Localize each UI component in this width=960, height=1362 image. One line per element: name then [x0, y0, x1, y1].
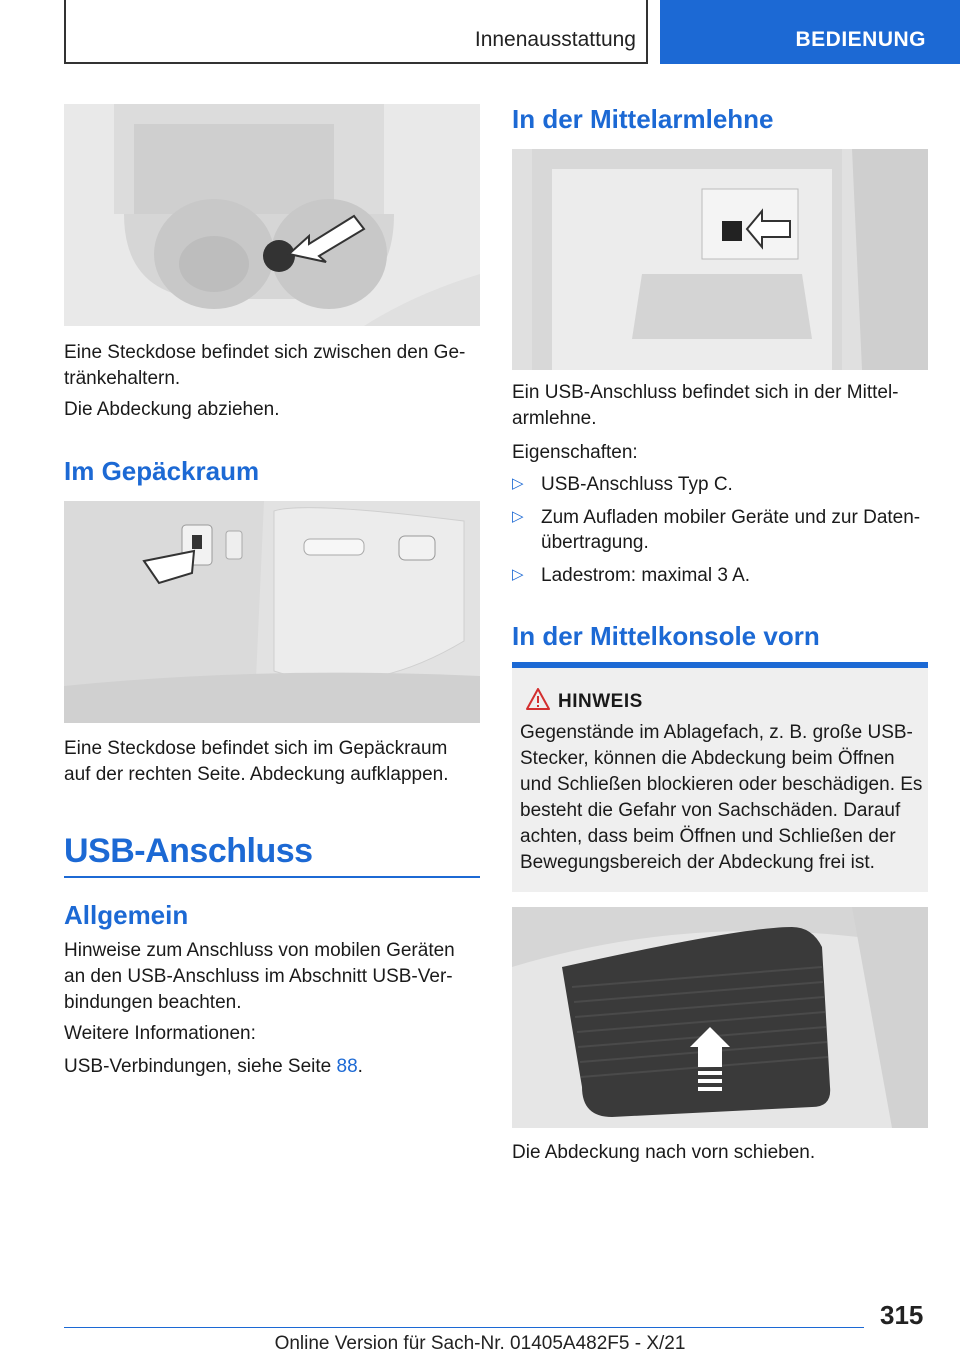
general-line2: an den USB-Anschluss im Abschnitt USB-Ver‐ [64, 966, 453, 987]
notice-title: HINWEIS [558, 691, 643, 712]
header-chapter-label: BEDIENUNG [795, 28, 926, 51]
property-item: USB-Anschluss Typ C. [541, 474, 733, 495]
notice-line: und Schließen blockieren oder beschädigen. Es [520, 774, 923, 795]
triangle-right-icon: ▷ [512, 508, 524, 525]
heading-general: Allgemein [64, 900, 189, 930]
property-item-cont: übertragung. [541, 532, 649, 553]
usb-heading-rule [64, 876, 480, 878]
armrest-caption-line1: Ein USB-Anschluss befindet sich in der Mittel‐ [512, 382, 899, 403]
cupholder-instruction: Die Abdeckung abziehen. [64, 399, 280, 420]
page-number: 315 [880, 1300, 924, 1330]
properties-label: Eigenschaften: [512, 442, 638, 463]
more-info-label: Weitere Informationen: [64, 1023, 256, 1044]
heading-armrest: In der Mittelarmlehne [512, 104, 774, 134]
cupholder-socket-image [64, 104, 480, 326]
console-caption: Die Abdeckung nach vorn schieben. [512, 1142, 816, 1163]
notice-accent-bar [512, 662, 928, 668]
notice-line: besteht die Gefahr von Sachschäden. Darauf [520, 800, 901, 821]
cupholder-caption-line2: tränkehaltern. [64, 368, 181, 389]
heading-console: In der Mittelkonsole vorn [512, 621, 820, 651]
triangle-right-icon: ▷ [512, 566, 524, 583]
notice-box [512, 662, 928, 892]
armrest-usb-image [512, 149, 928, 370]
usb-reference-end: . [357, 1056, 363, 1077]
property-item: Ladestrom: maximal 3 A. [541, 565, 751, 586]
notice-line: Gegenstände im Ablagefach, z. B. große USB- [520, 722, 913, 743]
notice-line: Stecker, können die Abdeckung beim Öffnen [520, 748, 895, 769]
notice-line: achten, dass beim Öffnen und Schließen der [520, 826, 896, 847]
footer-rule [64, 1327, 864, 1328]
property-item: Zum Aufladen mobiler Geräte und zur Daten‐ [541, 507, 921, 528]
footer-version-text: Online Version für Sach-Nr. 01405A482F5 - X/21 [274, 1333, 686, 1354]
cupholder-caption-line1: Eine Steckdose befindet sich zwischen den Ge‐ [64, 342, 466, 363]
header-chapter-tab[interactable] [660, 0, 960, 64]
usb-reference-text: USB-Verbindungen, siehe Seite [64, 1056, 337, 1077]
page-link-88[interactable]: 88 [336, 1056, 358, 1077]
luggage-socket-image [64, 501, 480, 723]
armrest-caption-line2: armlehne. [512, 408, 597, 429]
console-cover-image [512, 907, 928, 1128]
header-section-title: Innenausstattung [474, 28, 636, 51]
heading-usb: USB-Anschluss [64, 832, 313, 870]
luggage-caption-line2: auf der rechten Seite. Abdeckung aufklappen. [64, 764, 449, 785]
notice-line: Bewegungsbereich der Abdeckung frei ist. [520, 852, 875, 873]
triangle-right-icon: ▷ [512, 475, 524, 492]
luggage-caption-line1: Eine Steckdose befindet sich im Gepäckraum [64, 738, 448, 759]
warning-icon [526, 688, 550, 715]
usb-reference [64, 1054, 363, 1080]
heading-luggage: Im Gepäckraum [64, 456, 260, 486]
general-line1: Hinweise zum Anschluss von mobilen Geräten [64, 940, 455, 961]
general-line3: bindungen beachten. [64, 992, 242, 1013]
